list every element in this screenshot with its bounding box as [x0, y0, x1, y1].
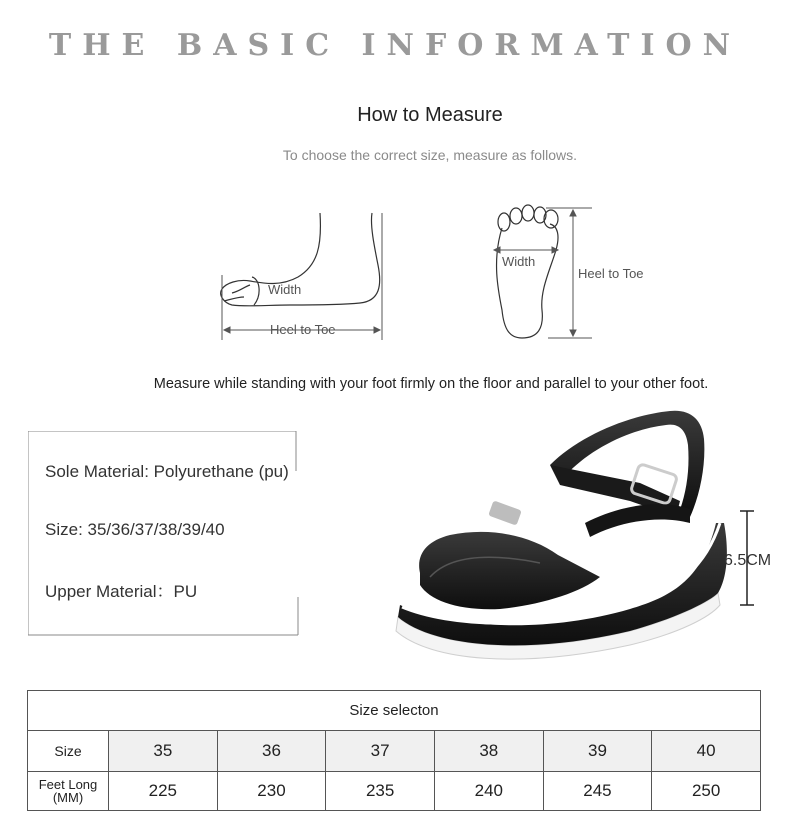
size-table-caption: Size selecton	[28, 691, 761, 731]
size-cell: 39	[543, 731, 652, 772]
feet-long-row	[28, 772, 761, 811]
sole-length-label: Heel to Toe	[578, 266, 644, 281]
side-width-label: Width	[268, 282, 302, 297]
size-cell: 35	[109, 731, 218, 772]
section-title: THE BASIC INFORMATION	[48, 28, 742, 63]
sandal-toe-strap	[419, 532, 600, 609]
size-cell: 37	[326, 731, 435, 772]
size-cell: 38	[434, 731, 543, 772]
measure-instruction: Measure while standing with your foot firmly on the floor and parallel to your other foot.	[153, 376, 709, 392]
sandal-product-image	[390, 405, 790, 675]
measure-subtitle: To choose the correct size, measure as follows.	[282, 147, 578, 163]
size-range-text: Size: 35/36/37/38/39/40	[45, 520, 225, 539]
sole-diagram	[480, 200, 665, 345]
sole-material-text: Sole Material: Polyurethane (pu)	[45, 462, 289, 481]
feet-long-cell: 245	[543, 772, 652, 811]
sole-outline	[497, 224, 558, 338]
feet-long-row-label	[28, 772, 109, 811]
feet-long-cell: 225	[109, 772, 218, 811]
feet-long-label: Feet Long	[38, 777, 98, 792]
heel-height-label: 6.5CM	[724, 552, 772, 569]
sandal-ankle-strap	[550, 411, 704, 517]
feet-unit-label: (MM)	[52, 790, 84, 805]
upper-material-text: Upper Material：PU	[45, 582, 198, 601]
product-info-box	[28, 431, 298, 635]
size-row-label: Size	[28, 731, 109, 772]
feet-long-cell: 250	[652, 772, 761, 811]
side-length-label: Heel to Toe	[270, 322, 336, 337]
size-cell: 40	[652, 731, 761, 772]
sole-width-label: Width	[502, 254, 536, 269]
feet-long-cell: 235	[326, 772, 435, 811]
feet-long-cell: 240	[434, 772, 543, 811]
size-cell: 36	[217, 731, 326, 772]
size-row	[28, 731, 761, 772]
how-to-measure-heading: How to Measure	[357, 104, 503, 126]
feet-long-cell: 230	[217, 772, 326, 811]
size-table	[27, 690, 761, 811]
side-foot-diagram	[210, 205, 395, 345]
